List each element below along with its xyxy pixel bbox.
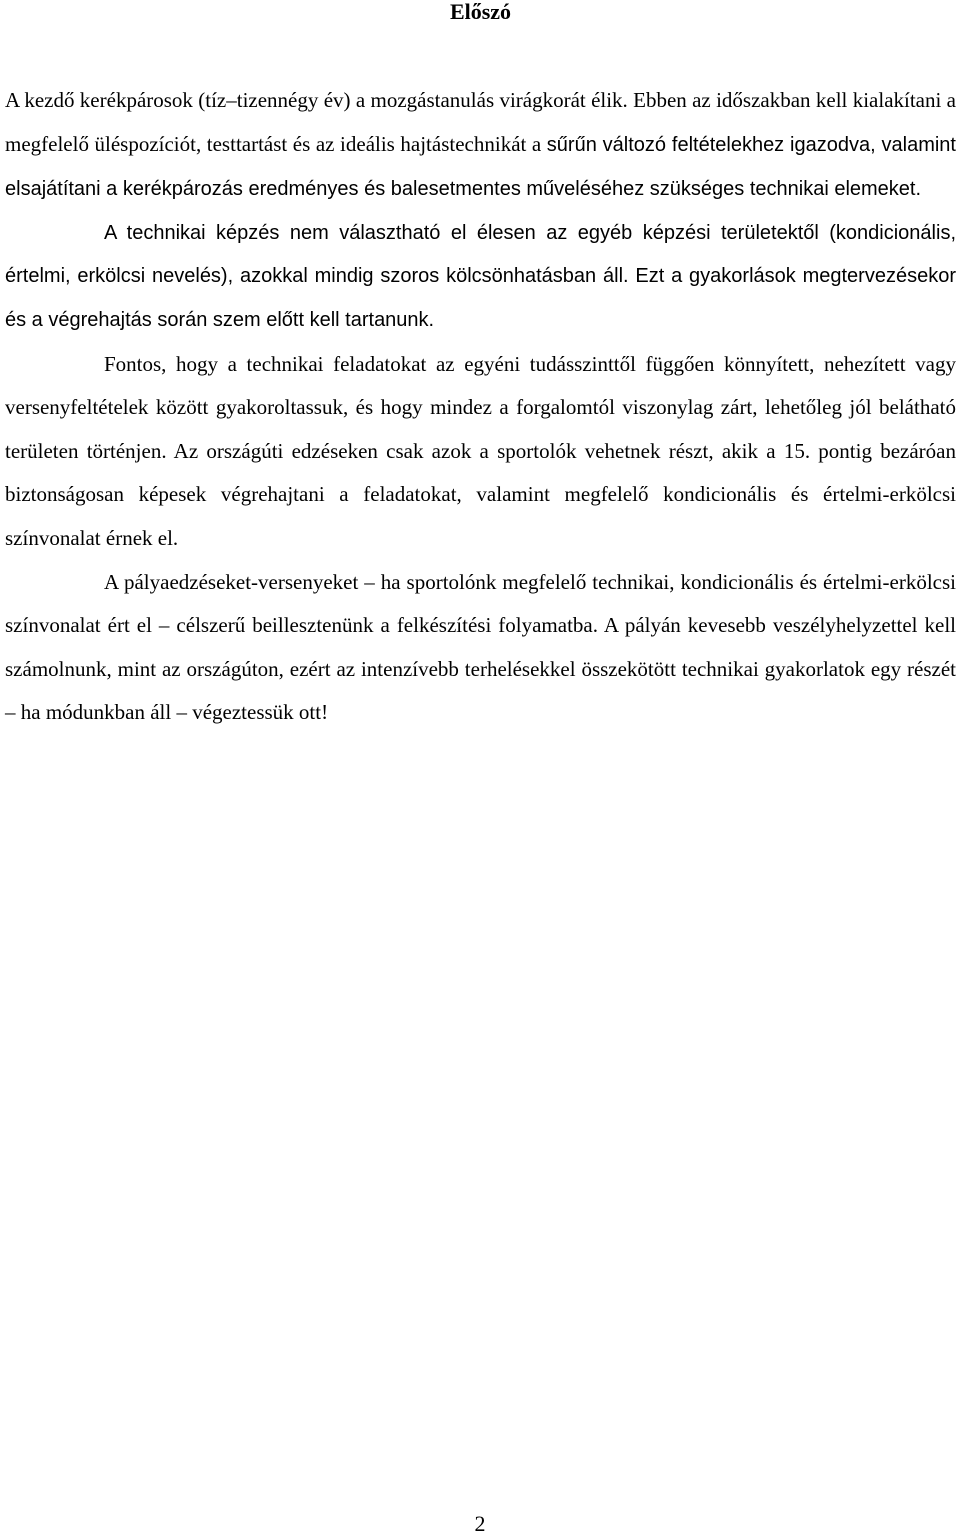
document-page	[5, 0, 956, 735]
page-number: 2	[474, 1511, 486, 1536]
paragraph-1	[5, 79, 956, 212]
paragraph-2: A technikai képzés nem választható el élesen az egyéb képzési területektől (kondicionális, értelmi, erkölcsi nevelés), azokkal mindig szoros kölcsönhatásban áll. Ezt a gyakorlások megtervezésekor és a végrehajtás során szem előtt kell tartanunk.	[5, 221, 956, 331]
paragraph-1-serif-text: A kezdő kerékpárosok (tíz–tizennégy év) a mozgástanulás virágkorát élik. Ebben az időszakban kell kialakítani a megfelelő üléspozíciót, testtartást és az ideális hajtástechnikát a	[5, 88, 956, 156]
paragraph-1-sans-text: sűrűn változó feltételekhez igazodva, valamint elsajátítani a kerékpározás eredményes és balesetmentes műveléséhez szükséges technikai elemeket.	[5, 133, 956, 201]
paragraph-4: A pályaedzéseket-versenyeket – ha sportolónk megfelelő technikai, kondicionális és értelmi-erkölcsi színvonalat ért el – célszerű beillesztenünk a felkészítési folyamatba. A pályán kevesebb veszélyhelyzettel kell számolnunk, mint az országúton, ezért az intenzívebb terhelésekkel összekötött technikai gyakorlatok egy részét – ha módunkban áll – végeztessük ott!	[5, 569, 956, 725]
paragraph-3: Fontos, hogy a technikai feladatokat az egyéni tudásszinttől függően könnyített, nehezített vagy versenyfeltételek között gyakoroltassuk, és hogy mindez a forgalomtól viszonylag zárt, lehetőleg jól belátható területen történjen. Az országúti edzéseken csak azok a sportolók vehetnek részt, akik a 15. pontig bezáróan biztonságosan képesek végrehajtani a feladatokat, valamint megfelelő kondicionális és értelmi-erkölcsi színvonalat érnek el.	[5, 351, 956, 550]
page-title: Előszó	[449, 0, 512, 24]
